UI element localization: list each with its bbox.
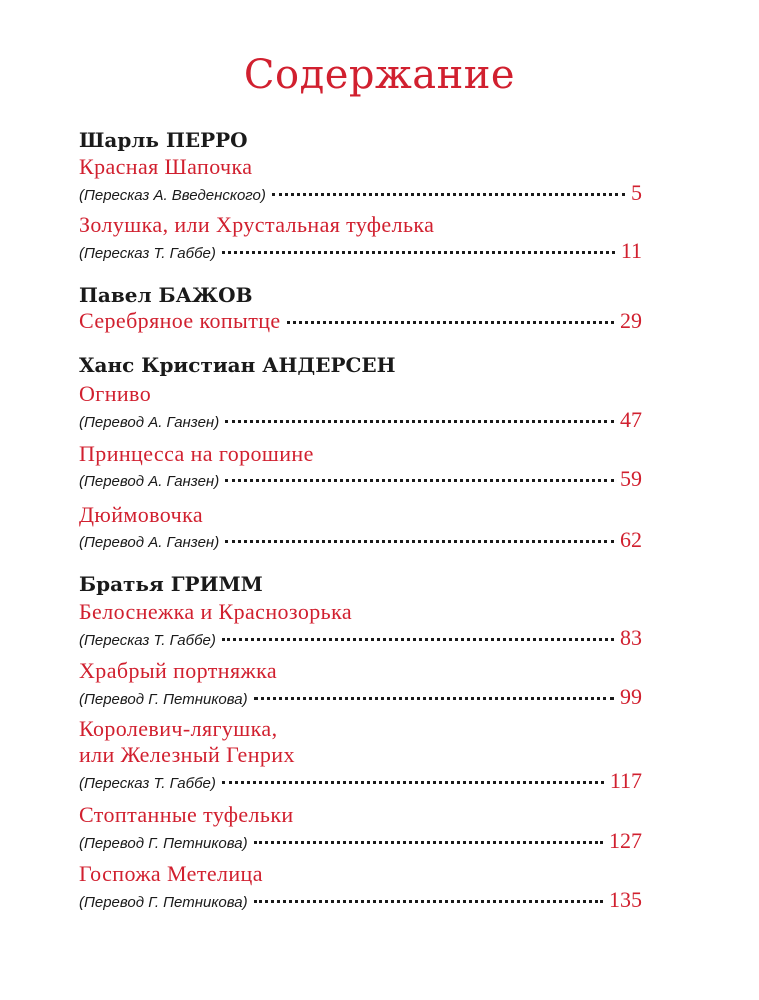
translator-credit: (Пересказ Т. Габбе) xyxy=(79,775,216,792)
dot-leader xyxy=(225,479,614,482)
dot-leader xyxy=(287,321,614,324)
toc-entry-line[interactable] xyxy=(79,407,642,433)
dot-leader xyxy=(222,638,614,641)
story-title[interactable]: Королевич-лягушка, xyxy=(79,716,278,741)
dot-leader xyxy=(225,420,614,423)
translator-credit: (Перевод А. Ганзен) xyxy=(79,534,220,551)
page-number: 29 xyxy=(620,308,642,333)
story-title: Серебряное копытце xyxy=(79,308,281,333)
author-heading: Братья ГРИММ xyxy=(79,572,263,596)
story-title[interactable]: Золушка, или Хрустальная туфелька xyxy=(79,212,435,237)
page-number: 135 xyxy=(609,887,642,912)
page-number: 62 xyxy=(620,527,642,552)
dot-leader xyxy=(272,193,625,196)
toc-entry-line[interactable] xyxy=(79,625,642,651)
translator-credit: (Перевод Г. Петникова) xyxy=(79,835,248,852)
story-title[interactable]: Огниво xyxy=(79,381,152,406)
toc-entry-line[interactable] xyxy=(79,527,642,553)
dot-leader xyxy=(225,540,614,543)
page-number: 83 xyxy=(620,625,642,650)
story-title[interactable]: Белоснежка и Краснозорька xyxy=(79,599,353,624)
toc-entry-line[interactable] xyxy=(79,466,642,492)
story-title[interactable]: Красная Шапочка xyxy=(79,154,253,179)
page-title: Содержание xyxy=(243,52,516,98)
toc-entry-line[interactable] xyxy=(79,684,642,710)
story-title[interactable]: Принцесса на горошине xyxy=(79,441,314,466)
toc-entry-line[interactable] xyxy=(79,180,642,206)
story-title[interactable]: Дюймовочка xyxy=(79,502,203,527)
toc-entry-line[interactable] xyxy=(79,238,642,264)
page-number: 5 xyxy=(631,180,642,205)
dot-leader xyxy=(254,900,603,903)
dot-leader xyxy=(254,841,603,844)
translator-credit: (Пересказ Т. Габбе) xyxy=(79,632,216,649)
page-number: 11 xyxy=(620,238,642,263)
translator-credit: (Пересказ А. Введенского) xyxy=(79,187,266,204)
page-number: 47 xyxy=(620,407,642,432)
translator-credit: (Пересказ Т. Габбе) xyxy=(79,245,216,262)
author-heading: Шарль ПЕРРО xyxy=(79,128,248,152)
story-title[interactable]: Стоптанные туфельки xyxy=(79,802,294,827)
page-number: 59 xyxy=(620,466,642,491)
translator-credit: (Перевод Г. Петникова) xyxy=(79,894,248,911)
author-heading: Павел БАЖОВ xyxy=(79,283,253,307)
page-number: 127 xyxy=(609,828,642,853)
author-heading: Ханс Кристиан АНДЕРСЕН xyxy=(79,353,396,377)
story-title[interactable]: Госпожа Метелица xyxy=(79,861,263,886)
toc-entry-line[interactable] xyxy=(79,887,642,913)
translator-credit: (Перевод Г. Петникова) xyxy=(79,691,248,708)
toc-entry-line[interactable] xyxy=(79,768,642,794)
translator-credit: (Перевод А. Ганзен) xyxy=(79,414,220,431)
story-title[interactable]: Храбрый портняжка xyxy=(79,658,278,683)
page-number: 117 xyxy=(609,768,642,793)
dot-leader xyxy=(222,781,604,784)
page-number: 99 xyxy=(620,684,642,709)
toc-entry-line[interactable] xyxy=(79,308,642,334)
story-title-continued[interactable]: или Железный Генрих xyxy=(79,742,295,767)
dot-leader xyxy=(222,251,615,254)
dot-leader xyxy=(254,697,614,700)
translator-credit: (Перевод А. Ганзен) xyxy=(79,473,220,490)
toc-entry-line[interactable] xyxy=(79,828,642,854)
